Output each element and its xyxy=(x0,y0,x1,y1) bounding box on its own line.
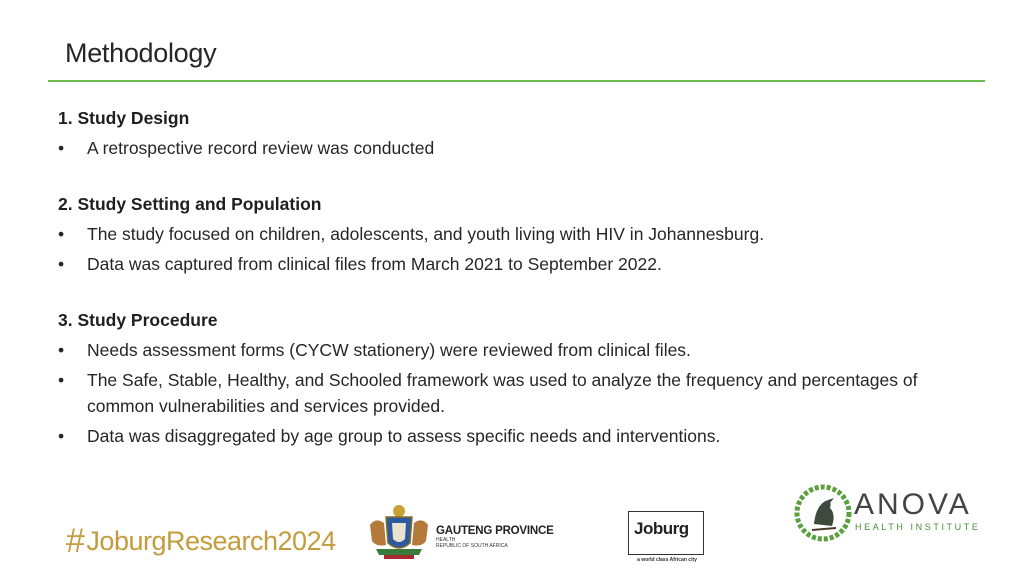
gauteng-name: GAUTENG PROVINCE xyxy=(436,525,554,537)
section-study-design xyxy=(58,105,938,161)
hashtag-symbol: # xyxy=(66,522,85,560)
bullet-item xyxy=(58,135,938,161)
joburg-wordmark: Joburg xyxy=(634,519,689,538)
anova-subtitle: HEALTH INSTITUTE xyxy=(855,522,981,532)
section-heading: 2. Study Setting and Population xyxy=(58,194,322,214)
page-title: Methodology xyxy=(65,38,217,68)
section-setting-population xyxy=(58,191,938,277)
joburg-logo xyxy=(626,507,708,565)
bullet-text: Data was disaggregated by age group to assess specific needs and interventions. xyxy=(87,426,721,446)
anova-logo xyxy=(792,480,982,546)
hashtag-joburg-research xyxy=(66,522,336,561)
bullet-text: The study focused on children, adolescents, and youth living with HIV in Johannesburg. xyxy=(87,224,765,244)
bullet-dot: • xyxy=(58,138,65,158)
bullet-item xyxy=(58,423,938,449)
anova-wordmark: ANOVA xyxy=(854,488,972,521)
bullet-text: A retrospective record review was conducted xyxy=(87,138,435,158)
bullet-text: Needs assessment forms (CYCW stationery) were reviewed from clinical files. xyxy=(87,340,691,360)
laurel-bird-icon xyxy=(792,480,854,546)
joburg-tagline: a world class African city xyxy=(637,557,697,563)
gauteng-republic: REPUBLIC OF SOUTH AFRICA xyxy=(436,543,508,549)
hashtag-text: JoburgResearch2024 xyxy=(86,526,336,556)
coat-of-arms-icon xyxy=(364,503,434,561)
bullet-item xyxy=(58,367,938,419)
bullet-dot: • xyxy=(58,340,65,360)
methodology-content xyxy=(58,105,938,468)
bullet-item xyxy=(58,251,938,277)
bullet-dot: • xyxy=(58,370,65,390)
gauteng-health: HEALTH xyxy=(436,537,456,543)
bullet-item xyxy=(58,221,938,247)
bullet-item xyxy=(58,337,938,363)
bullet-text: Data was captured from clinical files from March 2021 to September 2022. xyxy=(87,254,662,274)
section-heading: 1. Study Design xyxy=(58,108,190,128)
bullet-dot: • xyxy=(58,224,65,244)
title-divider xyxy=(48,80,985,82)
section-heading: 3. Study Procedure xyxy=(58,310,218,330)
bullet-dot: • xyxy=(58,254,65,274)
bullet-text: The Safe, Stable, Healthy, and Schooled framework was used to analyze the frequency and percentages of common vulnerabilities and services provided. xyxy=(87,370,918,416)
section-study-procedure xyxy=(58,307,938,449)
gauteng-health-logo xyxy=(364,503,554,561)
bullet-dot: • xyxy=(58,426,65,446)
